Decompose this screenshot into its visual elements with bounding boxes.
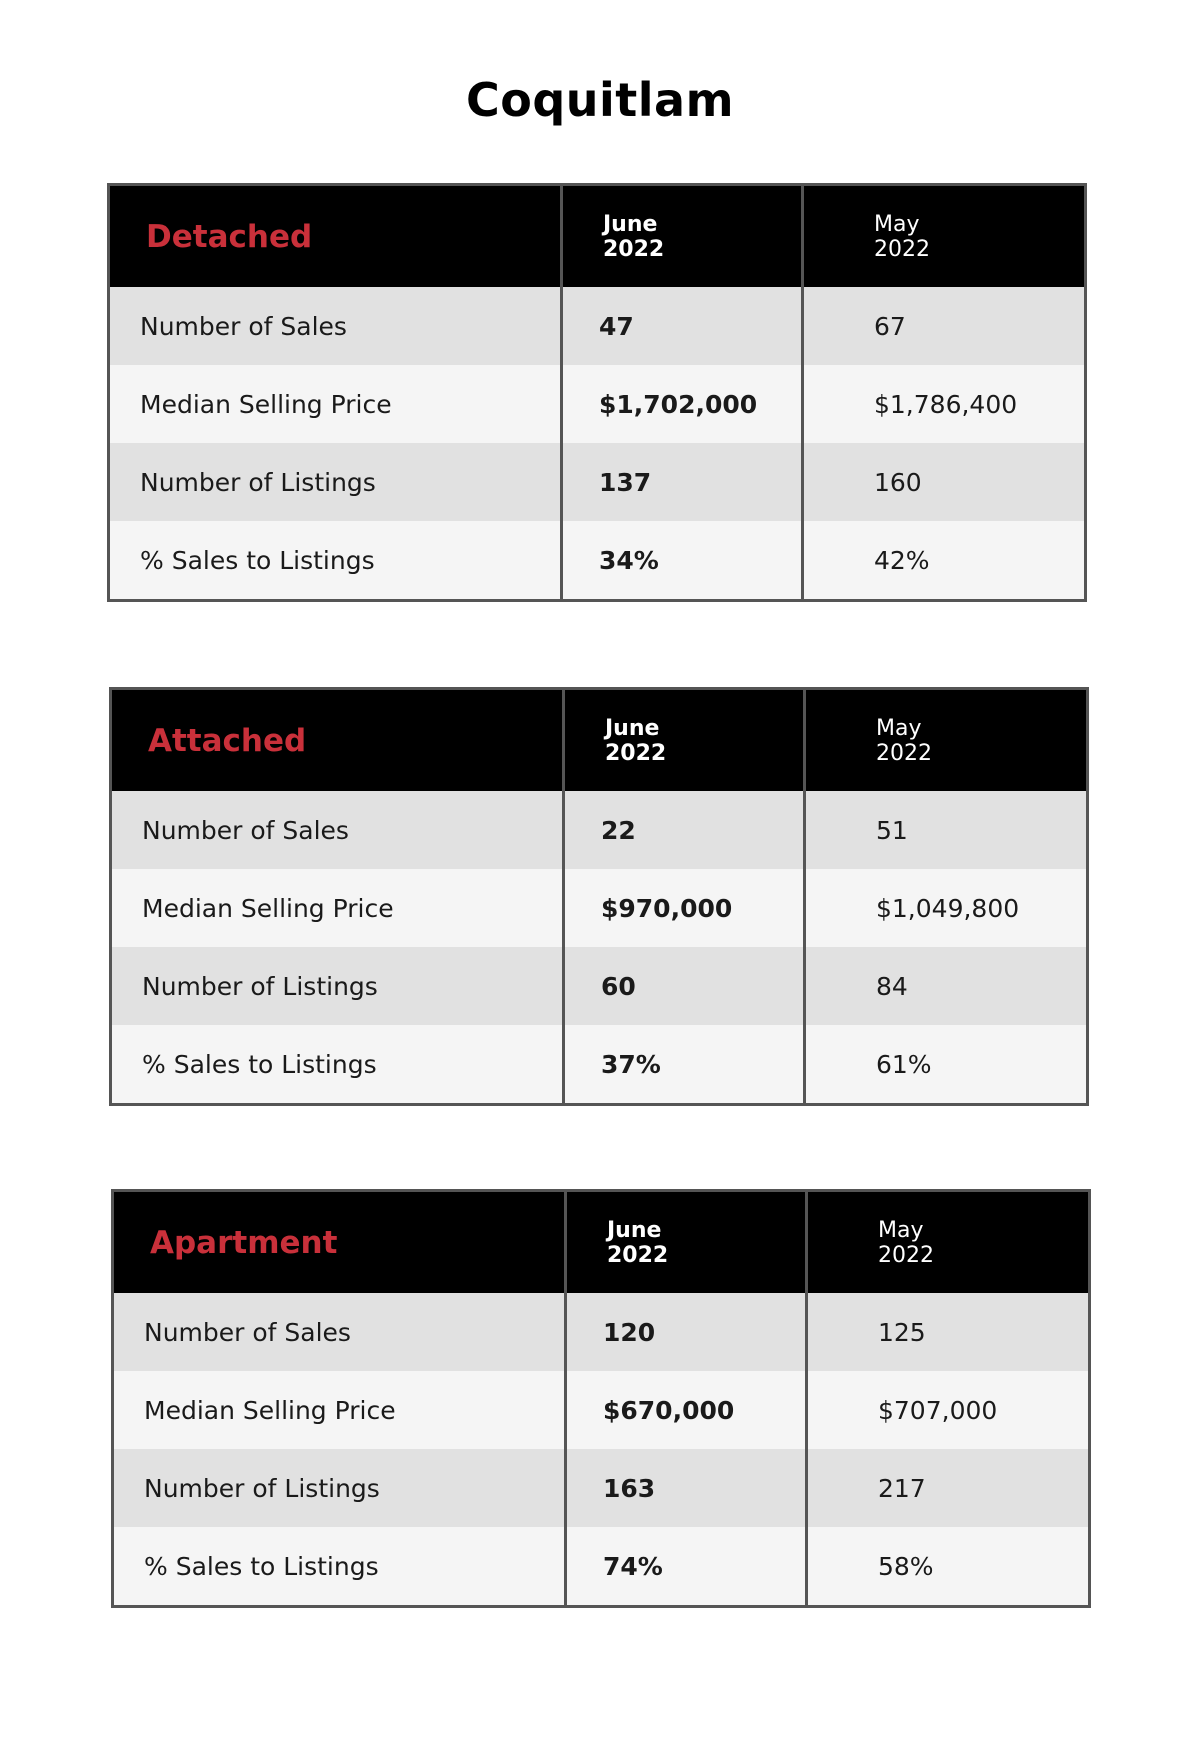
current-value: 137: [560, 443, 801, 521]
detached-stats-table: [107, 183, 1087, 602]
row-label: Number of Sales: [114, 1293, 564, 1371]
current-value: 22: [562, 791, 803, 869]
previous-value: 217: [805, 1449, 1088, 1527]
current-value: $1,702,000: [560, 365, 801, 443]
row-label: Number of Listings: [112, 947, 562, 1025]
table-header-category: [112, 690, 562, 791]
row-label: % Sales to Listings: [112, 1025, 562, 1103]
row-label: Median Selling Price: [112, 869, 562, 947]
previous-value: 51: [803, 791, 1086, 869]
current-period-header: [560, 186, 801, 287]
previous-period-header: [801, 186, 1084, 287]
current-year: 2022: [605, 740, 667, 766]
previous-month: May: [874, 211, 920, 237]
row-label: Number of Listings: [110, 443, 560, 521]
row-label: Number of Sales: [112, 791, 562, 869]
row-label: Number of Sales: [110, 287, 560, 365]
current-year: 2022: [607, 1242, 669, 1268]
row-label: % Sales to Listings: [110, 521, 560, 599]
apartment-stats-table: [111, 1189, 1091, 1608]
current-period-header: [562, 690, 803, 791]
attached-stats-table: [109, 687, 1089, 1106]
current-value: $970,000: [562, 869, 803, 947]
previous-value: $1,049,800: [803, 869, 1086, 947]
previous-period-header: [803, 690, 1086, 791]
previous-value: $1,786,400: [801, 365, 1084, 443]
current-value: $670,000: [564, 1371, 805, 1449]
previous-value: 84: [803, 947, 1086, 1025]
current-month: June: [607, 1217, 662, 1243]
category-label: Apartment: [150, 1224, 338, 1261]
previous-value: 125: [805, 1293, 1088, 1371]
previous-value: 160: [801, 443, 1084, 521]
previous-year: 2022: [878, 1242, 934, 1268]
category-label: Attached: [148, 722, 307, 759]
table-header-category: [114, 1192, 564, 1293]
previous-month: May: [878, 1217, 924, 1243]
previous-value: $707,000: [805, 1371, 1088, 1449]
current-value: 163: [564, 1449, 805, 1527]
current-value: 47: [560, 287, 801, 365]
table-header-category: [110, 186, 560, 287]
current-value: 60: [562, 947, 803, 1025]
row-label: Number of Listings: [114, 1449, 564, 1527]
previous-period-header: [805, 1192, 1088, 1293]
previous-year: 2022: [876, 740, 932, 766]
previous-value: 58%: [805, 1527, 1088, 1605]
current-value: 120: [564, 1293, 805, 1371]
row-label: % Sales to Listings: [114, 1527, 564, 1605]
current-value: 34%: [560, 521, 801, 599]
category-label: Detached: [146, 218, 313, 255]
previous-month: May: [876, 715, 922, 741]
row-label: Median Selling Price: [114, 1371, 564, 1449]
current-value: 37%: [562, 1025, 803, 1103]
current-month: June: [605, 715, 660, 741]
current-period-header: [564, 1192, 805, 1293]
previous-value: 42%: [801, 521, 1084, 599]
current-value: 74%: [564, 1527, 805, 1605]
previous-value: 61%: [803, 1025, 1086, 1103]
current-month: June: [603, 211, 658, 237]
previous-value: 67: [801, 287, 1084, 365]
current-year: 2022: [603, 236, 665, 262]
previous-year: 2022: [874, 236, 930, 262]
page-title: Coquitlam: [465, 73, 735, 127]
row-label: Median Selling Price: [110, 365, 560, 443]
